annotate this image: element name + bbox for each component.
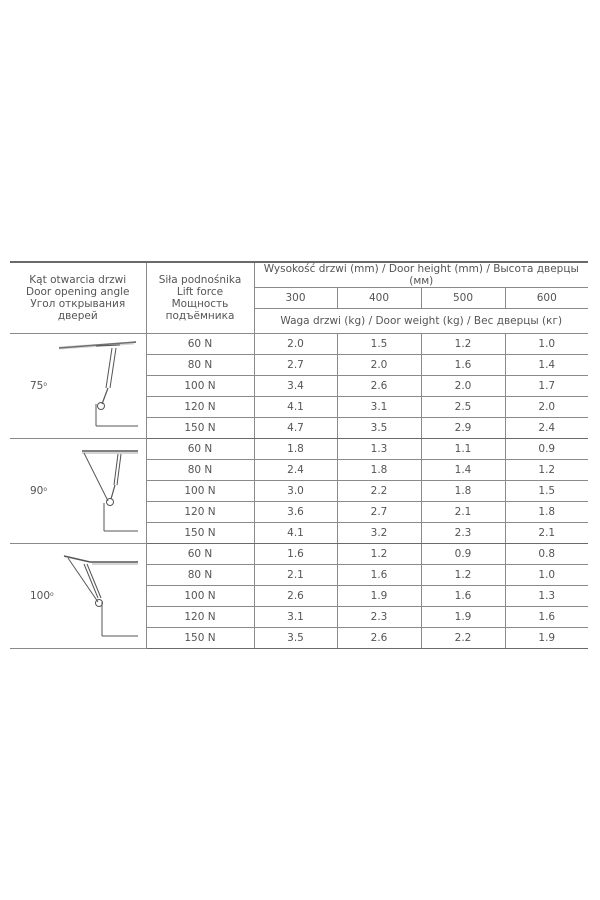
door-weight-value: 2.4	[505, 418, 588, 439]
lift-mechanism-100-icon	[54, 550, 140, 638]
door-weight-value: 2.1	[421, 502, 505, 523]
angle-label	[30, 485, 47, 497]
door-weight-value: 3.2	[337, 523, 421, 544]
door-weight-value: 2.1	[254, 565, 337, 586]
lift-mechanism-90-icon	[54, 445, 140, 533]
lift-force-value: 120 N	[146, 397, 254, 418]
door-weight-value: 1.0	[505, 334, 588, 355]
door-weight-value: 2.1	[505, 523, 588, 544]
angle-value: 100	[30, 590, 51, 602]
header-lift-ru-1: Мощность	[171, 298, 229, 310]
door-weight-value: 3.1	[337, 397, 421, 418]
header-angle	[10, 262, 146, 334]
lift-force-value: 120 N	[146, 607, 254, 628]
lift-force-value: 60 N	[146, 544, 254, 565]
door-weight-value: 3.5	[337, 418, 421, 439]
door-weight-value: 1.2	[421, 565, 505, 586]
door-weight-value: 1.5	[337, 334, 421, 355]
angle-label	[30, 380, 47, 392]
degree-mark: o	[50, 591, 54, 598]
lift-mechanism-diagram	[54, 340, 140, 428]
lift-force-value: 80 N	[146, 460, 254, 481]
table-row	[10, 334, 588, 355]
door-weight-value: 1.6	[421, 355, 505, 376]
door-weight-value: 2.6	[337, 628, 421, 649]
angle-cell	[10, 544, 146, 649]
door-weight-value: 2.9	[421, 418, 505, 439]
degree-mark: o	[43, 486, 48, 493]
header-lift-en: Lift force	[176, 286, 224, 298]
door-weight-value: 1.2	[337, 544, 421, 565]
lift-force-table	[10, 261, 588, 649]
door-weight-value: 1.8	[254, 439, 337, 460]
lift-mechanism-75-icon	[54, 340, 140, 428]
lift-mechanism-diagram	[54, 445, 140, 533]
lift-force-value: 60 N	[146, 334, 254, 355]
door-weight-value: 1.8	[337, 460, 421, 481]
lift-force-value: 100 N	[146, 376, 254, 397]
door-weight-value: 2.0	[337, 355, 421, 376]
door-weight-value: 1.2	[421, 334, 505, 355]
door-weight-value: 2.6	[337, 376, 421, 397]
door-weight-value: 1.6	[421, 586, 505, 607]
door-weight-value: 0.8	[505, 544, 588, 565]
door-weight-value: 4.1	[254, 523, 337, 544]
door-weight-value: 1.8	[421, 481, 505, 502]
door-weight-value: 4.7	[254, 418, 337, 439]
header-door-height: Wysokość drzwi (mm) / Door height (mm) / Высота дверцы (мм)	[254, 262, 588, 288]
door-weight-value: 2.6	[254, 586, 337, 607]
lift-mechanism-diagram	[54, 550, 140, 638]
door-weight-value: 4.1	[254, 397, 337, 418]
lift-force-value: 100 N	[146, 586, 254, 607]
door-weight-value: 1.8	[505, 502, 588, 523]
door-weight-value: 1.4	[505, 355, 588, 376]
lift-force-value: 80 N	[146, 565, 254, 586]
header-lift-pl: Siła podnośnika	[158, 274, 242, 286]
door-weight-value: 0.9	[421, 544, 505, 565]
lift-force-value: 80 N	[146, 355, 254, 376]
angle-cell	[10, 439, 146, 544]
angle-cell	[10, 334, 146, 439]
door-weight-value: 2.7	[254, 355, 337, 376]
height-300: 300	[254, 288, 337, 309]
lift-force-value: 100 N	[146, 481, 254, 502]
door-weight-value: 1.6	[505, 607, 588, 628]
door-weight-value: 3.4	[254, 376, 337, 397]
header-angle-en: Door opening angle	[26, 286, 130, 298]
door-weight-value: 2.7	[337, 502, 421, 523]
lift-force-value: 150 N	[146, 418, 254, 439]
angle-value: 90	[30, 485, 44, 497]
door-weight-value: 0.9	[505, 439, 588, 460]
door-weight-value: 1.9	[421, 607, 505, 628]
door-weight-value: 2.0	[505, 397, 588, 418]
door-weight-value: 2.2	[421, 628, 505, 649]
door-weight-value: 1.3	[337, 439, 421, 460]
door-weight-value: 1.9	[505, 628, 588, 649]
door-weight-value: 3.5	[254, 628, 337, 649]
door-weight-value: 2.4	[254, 460, 337, 481]
header-door-weight: Waga drzwi (kg) / Door weight (kg) / Вес дверцы (кг)	[254, 309, 588, 334]
door-weight-value: 2.0	[254, 334, 337, 355]
header-angle-ru: Угол открывания дверей	[30, 298, 126, 322]
door-weight-value: 3.1	[254, 607, 337, 628]
header-lift-ru-2: подъёмника	[165, 310, 235, 322]
door-weight-value: 1.4	[421, 460, 505, 481]
door-weight-value: 1.0	[505, 565, 588, 586]
height-400: 400	[337, 288, 421, 309]
table-row	[10, 544, 588, 565]
door-weight-value: 3.6	[254, 502, 337, 523]
door-weight-value: 2.3	[421, 523, 505, 544]
door-weight-value: 1.3	[505, 586, 588, 607]
angle-label	[30, 590, 54, 602]
table-row	[10, 439, 588, 460]
door-weight-value: 1.7	[505, 376, 588, 397]
header-lift-force	[146, 262, 254, 334]
door-weight-value: 1.1	[421, 439, 505, 460]
door-weight-value: 1.9	[337, 586, 421, 607]
angle-value: 75	[30, 380, 44, 392]
door-weight-value: 2.0	[421, 376, 505, 397]
degree-mark: o	[43, 381, 48, 388]
door-weight-value: 1.2	[505, 460, 588, 481]
lift-force-value: 60 N	[146, 439, 254, 460]
door-weight-value: 2.5	[421, 397, 505, 418]
door-weight-value: 1.6	[337, 565, 421, 586]
door-weight-value: 1.6	[254, 544, 337, 565]
height-500: 500	[421, 288, 505, 309]
door-weight-value: 1.5	[505, 481, 588, 502]
door-weight-value: 2.2	[337, 481, 421, 502]
lift-force-value: 120 N	[146, 502, 254, 523]
lift-force-value: 150 N	[146, 523, 254, 544]
header-angle-pl: Kąt otwarcia drzwi	[29, 274, 127, 286]
height-600: 600	[505, 288, 588, 309]
lift-force-value: 150 N	[146, 628, 254, 649]
door-weight-value: 3.0	[254, 481, 337, 502]
door-weight-value: 2.3	[337, 607, 421, 628]
